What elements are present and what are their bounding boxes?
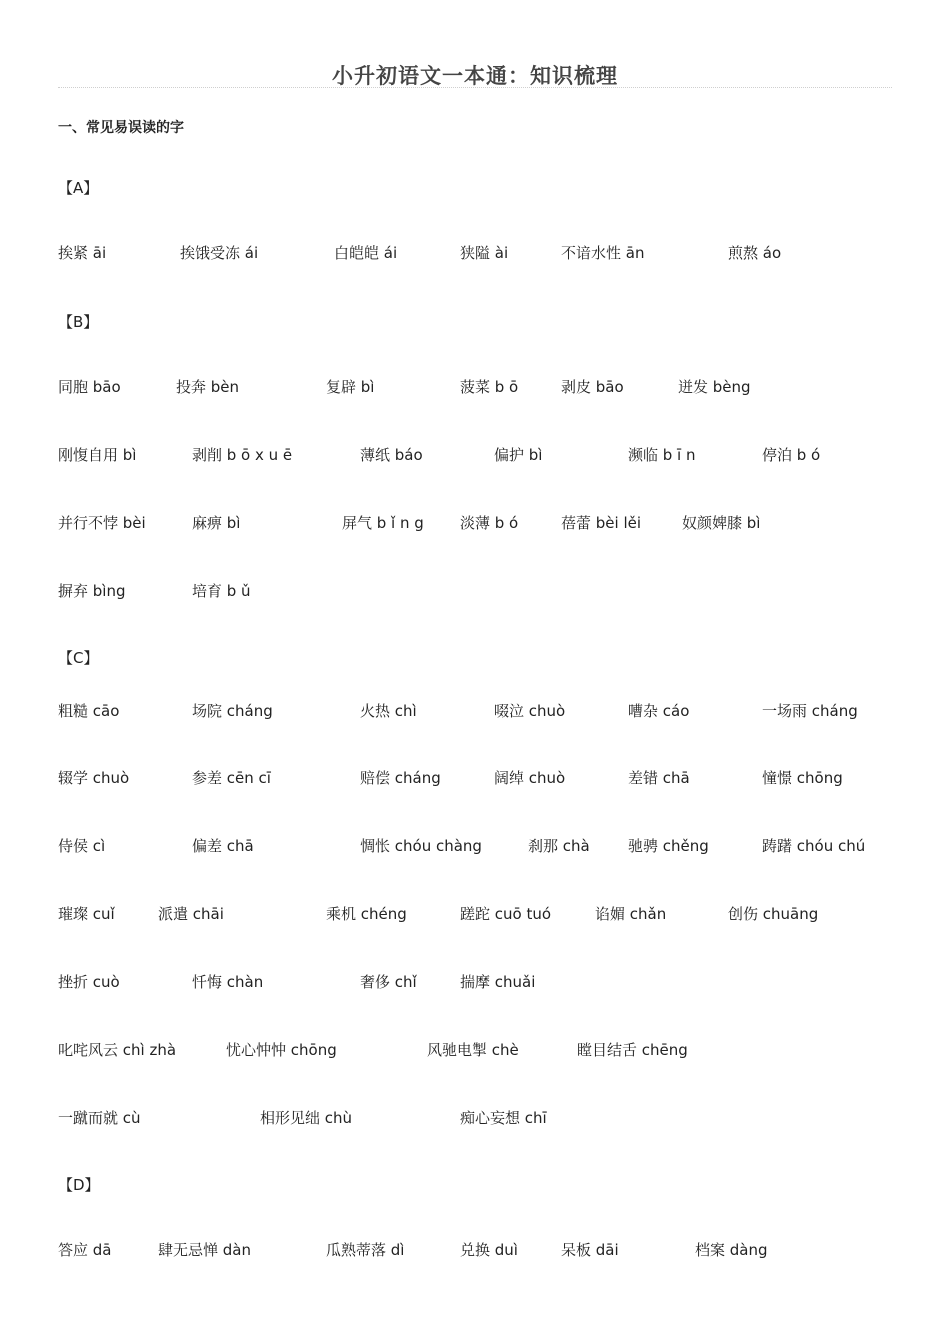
word-entry: 场院 cháng	[192, 702, 273, 720]
word-entry: 奴颜婢膝 bì	[682, 514, 761, 532]
word-entry: 档案 dàng	[695, 1241, 768, 1259]
word-entry: 憧憬 chōng	[762, 769, 843, 787]
word-entry: 谄媚 chǎn	[595, 905, 667, 923]
word-entry: 投奔 bèn	[176, 378, 240, 396]
word-entry: 忧心忡忡 chōng	[226, 1041, 337, 1059]
word-entry: 同胞 bāo	[58, 378, 121, 396]
word-entry: 不谙水性 ān	[561, 244, 645, 262]
word-entry: 璀璨 cuǐ	[58, 905, 115, 923]
word-entry: 挫折 cuò	[58, 973, 120, 991]
word-entry: 奢侈 chǐ	[360, 973, 417, 991]
word-entry: 狭隘 ài	[460, 244, 509, 262]
word-entry: 嘈杂 cáo	[628, 702, 690, 720]
word-entry: 赔偿 cháng	[360, 769, 441, 787]
word-entry: 白皑皑 ái	[334, 244, 398, 262]
word-entry: 剥皮 bāo	[561, 378, 624, 396]
word-entry: 侍侯 cì	[58, 837, 106, 855]
word-entry: 煎熬 áo	[728, 244, 782, 262]
page-title: 小升初语文一本通：知识梳理	[332, 63, 618, 88]
word-entry: 濒临 b ī n	[628, 446, 696, 464]
word-entry: 呆板 dāi	[561, 1241, 619, 1259]
word-entry: 挨饿受冻 ái	[180, 244, 259, 262]
word-entry: 惆怅 chóu chàng	[360, 837, 482, 855]
word-entry: 麻痹 bì	[192, 514, 241, 532]
word-entry: 刹那 chà	[528, 837, 590, 855]
word-entry: 淡薄 b ó	[460, 514, 519, 532]
group-label: 【D】	[58, 1176, 100, 1194]
word-entry: 忏悔 chàn	[192, 973, 264, 991]
word-entry: 叱咤风云 chì zhà	[58, 1041, 177, 1059]
word-entry: 火热 chì	[360, 702, 417, 720]
group-label: 【C】	[58, 649, 99, 667]
title-divider	[58, 87, 892, 88]
word-entry: 踌躇 chóu chú	[762, 837, 866, 855]
word-entry: 偏差 chā	[192, 837, 254, 855]
group-label: 【B】	[58, 313, 99, 331]
word-entry: 刚愎自用 bì	[58, 446, 137, 464]
word-entry: 辍学 chuò	[58, 769, 130, 787]
word-entry: 驰骋 chěng	[628, 837, 709, 855]
word-entry: 相形见绌 chù	[260, 1109, 353, 1127]
word-entry: 创伤 chuāng	[728, 905, 819, 923]
word-entry: 迸发 bèng	[678, 378, 751, 396]
word-entry: 薄纸 báo	[360, 446, 423, 464]
word-entry: 风驰电掣 chè	[427, 1041, 519, 1059]
word-entry: 停泊 b ó	[762, 446, 821, 464]
word-entry: 啜泣 chuò	[494, 702, 566, 720]
section-heading: 一、常见易误读的字	[58, 120, 184, 136]
word-entry: 培育 b ǔ	[192, 582, 251, 600]
word-entry: 偏护 bì	[494, 446, 543, 464]
word-entry: 屏气 b ǐ n g	[342, 514, 424, 532]
word-entry: 兑换 duì	[460, 1241, 518, 1259]
word-entry: 蹉跎 cuō tuó	[460, 905, 552, 923]
group-label: 【A】	[58, 179, 99, 197]
word-entry: 一蹴而就 cù	[58, 1109, 141, 1127]
word-entry: 菠菜 b ō	[460, 378, 519, 396]
word-entry: 阔绰 chuò	[494, 769, 566, 787]
word-entry: 蓓蕾 bèi lěi	[561, 514, 642, 532]
word-entry: 答应 dā	[58, 1241, 112, 1259]
word-entry: 剥削 b ō x u ē	[192, 446, 293, 464]
word-entry: 揣摩 chuǎi	[460, 973, 536, 991]
word-entry: 并行不悖 bèi	[58, 514, 146, 532]
word-entry: 肆无忌惮 dàn	[158, 1241, 251, 1259]
word-entry: 粗糙 cāo	[58, 702, 120, 720]
word-entry: 一场雨 cháng	[762, 702, 858, 720]
word-entry: 摒弃 bìng	[58, 582, 126, 600]
word-entry: 瞠目结舌 chēng	[577, 1041, 688, 1059]
word-entry: 复辟 bì	[326, 378, 375, 396]
word-entry: 挨紧 āi	[58, 244, 107, 262]
word-entry: 派遣 chāi	[158, 905, 224, 923]
word-entry: 参差 cēn cī	[192, 769, 271, 787]
word-entry: 差错 chā	[628, 769, 690, 787]
word-entry: 痴心妄想 chī	[460, 1109, 547, 1127]
word-entry: 乘机 chéng	[326, 905, 407, 923]
word-entry: 瓜熟蒂落 dì	[326, 1241, 405, 1259]
